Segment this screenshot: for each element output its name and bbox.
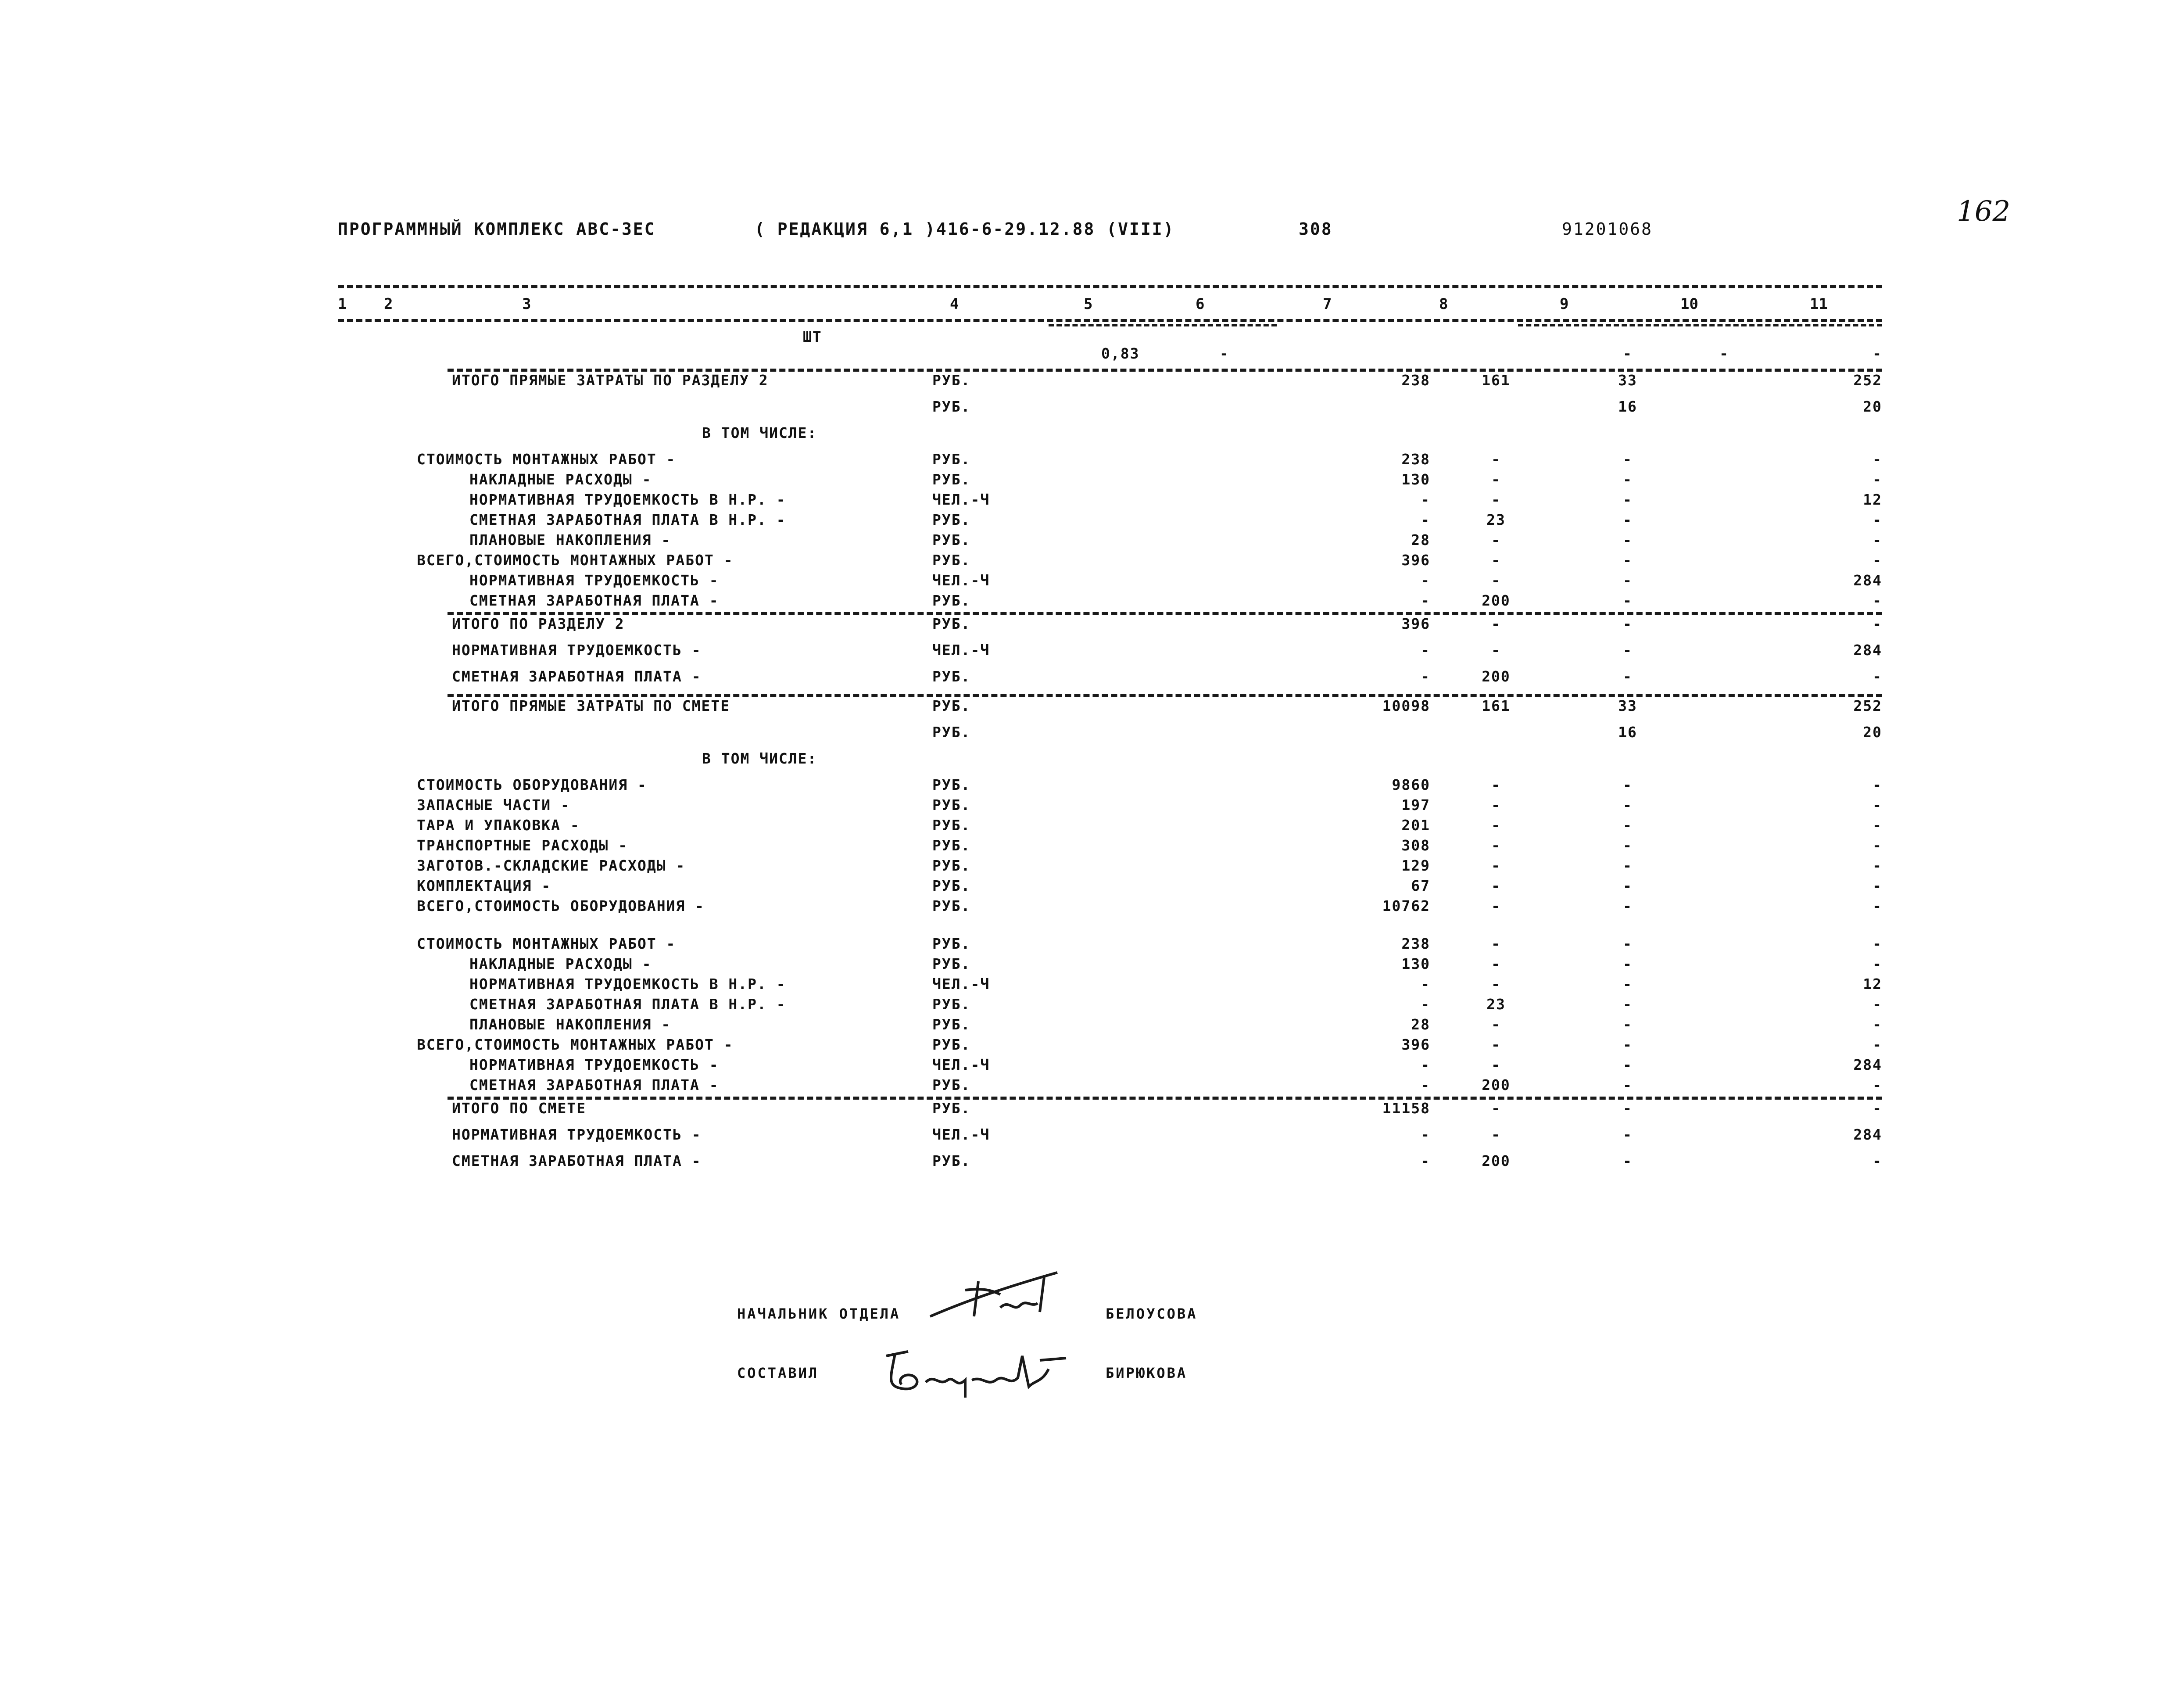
row-label: НОРМАТИВНАЯ ТРУДОЕМКОСТЬ В Н.Р. -	[469, 975, 786, 993]
table-row	[338, 1100, 1882, 1126]
table-row	[338, 592, 1882, 612]
table-rule	[1518, 324, 1882, 326]
col8-value: 200	[1482, 668, 1511, 685]
table-row	[338, 837, 1882, 857]
col8-value: -	[1491, 531, 1501, 549]
row-label: НАКЛАДНЫЕ РАСХОДЫ -	[469, 471, 652, 488]
row-label: СТОИМОСТЬ МОНТАЖНЫХ РАБОТ -	[417, 451, 676, 468]
row-label: СМЕТНАЯ ЗАРАБОТНАЯ ПЛАТА -	[469, 592, 719, 609]
col11-value: -	[1873, 817, 1882, 834]
row-label: ЗАГОТОВ.-СКЛАДСКИЕ РАСХОДЫ -	[417, 857, 686, 874]
col8-value: 200	[1482, 1076, 1511, 1094]
col7-value: -	[1421, 491, 1430, 508]
col7-value: 396	[1401, 615, 1430, 632]
col11-value: -	[1873, 552, 1882, 569]
col11-value: -	[1873, 471, 1882, 488]
table-cell: -	[1623, 345, 1633, 362]
estimate-direct-costs	[338, 697, 1882, 1097]
table-row	[338, 776, 1882, 796]
col9-value: -	[1623, 572, 1633, 589]
col7-value: 308	[1401, 837, 1430, 854]
edition-info: ( РЕДАКЦИЯ 6,1 )416-6-29.12.88 (VIII)	[755, 219, 1175, 239]
unit-cell: РУБ.	[932, 697, 971, 714]
unit-cell: РУБ.	[932, 592, 971, 609]
col8-value: -	[1491, 955, 1501, 972]
col11-value: 284	[1853, 572, 1882, 589]
col7-value: 396	[1401, 552, 1430, 569]
table-row	[338, 572, 1882, 592]
col9-value: -	[1623, 451, 1633, 468]
row-label: НОРМАТИВНАЯ ТРУДОЕМКОСТЬ -	[452, 1126, 702, 1143]
col7-value: -	[1421, 572, 1430, 589]
unit-cell: РУБ.	[932, 451, 971, 468]
col9-value: -	[1623, 1152, 1633, 1169]
col11-value: -	[1873, 776, 1882, 793]
unit-cell: ЧЕЛ.-Ч	[932, 491, 990, 508]
col8-value: -	[1491, 552, 1501, 569]
unit-cell: РУБ.	[932, 531, 971, 549]
col11-value: -	[1873, 796, 1882, 814]
col11-value: -	[1873, 877, 1882, 894]
estimate-totals	[338, 1100, 1882, 1179]
unit-cell: ЧЕЛ.-Ч	[932, 975, 990, 993]
row-label: СТОИМОСТЬ МОНТАЖНЫХ РАБОТ -	[417, 935, 676, 952]
col9-value: -	[1623, 668, 1633, 685]
col7-value: -	[1421, 1056, 1430, 1073]
col9-value: -	[1623, 615, 1633, 632]
row-label: ВСЕГО,СТОИМОСТЬ ОБОРУДОВАНИЯ -	[417, 897, 705, 914]
col11-value: -	[1873, 451, 1882, 468]
unit-cell: РУБ.	[932, 776, 971, 793]
col11-value: 20	[1863, 724, 1882, 741]
col7-value: 10762	[1382, 897, 1430, 914]
table-row	[338, 668, 1882, 694]
col11-value: -	[1873, 511, 1882, 528]
compiled-by-label: СОСТАВИЛ	[737, 1365, 819, 1381]
col11-value: -	[1873, 897, 1882, 914]
row-label: ПЛАНОВЫЕ НАКОПЛЕНИЯ -	[469, 531, 671, 549]
col9-value: -	[1623, 955, 1633, 972]
row-label: В ТОМ ЧИСЛЕ:	[702, 750, 817, 767]
col9-value: -	[1623, 935, 1633, 952]
col9-value: -	[1623, 642, 1633, 659]
table-row	[338, 1076, 1882, 1097]
table-row	[338, 975, 1882, 996]
col11-value: -	[1873, 615, 1882, 632]
table-cell: -	[1719, 345, 1729, 362]
coefficient-dash: -	[1220, 345, 1229, 362]
row-label: СМЕТНАЯ ЗАРАБОТНАЯ ПЛАТА -	[452, 668, 702, 685]
col9-value: -	[1623, 471, 1633, 488]
unit-cell: РУБ.	[932, 668, 971, 685]
col11-value: -	[1873, 1076, 1882, 1094]
col9-value: -	[1623, 552, 1633, 569]
col7-value: 10098	[1382, 697, 1430, 714]
col7-value: 129	[1401, 857, 1430, 874]
col9-value: -	[1623, 1036, 1633, 1053]
table-row	[338, 511, 1882, 531]
coefficient-row	[338, 345, 1882, 369]
table-row	[338, 552, 1882, 572]
col11-value: 12	[1863, 491, 1882, 508]
col9-value: -	[1623, 531, 1633, 549]
col8-value: 200	[1482, 592, 1511, 609]
document-code: 91201068	[1562, 219, 1653, 239]
row-label: ЗАПАСНЫЕ ЧАСТИ -	[417, 796, 570, 814]
table-row	[338, 642, 1882, 668]
col9-value: -	[1623, 877, 1633, 894]
unit-cell: РУБ.	[932, 897, 971, 914]
row-label: ПЛАНОВЫЕ НАКОПЛЕНИЯ -	[469, 1016, 671, 1033]
col9-value: 16	[1618, 724, 1637, 741]
col7-value: 238	[1401, 451, 1430, 468]
column-number-1: 1	[338, 295, 347, 313]
row-label: СМЕТНАЯ ЗАРАБОТНАЯ ПЛАТА В Н.Р. -	[469, 511, 786, 528]
col9-value: -	[1623, 975, 1633, 993]
table-row	[338, 372, 1882, 398]
col8-value: -	[1491, 615, 1501, 632]
col7-value: 130	[1401, 955, 1430, 972]
col9-value: -	[1623, 897, 1633, 914]
table-rule	[1049, 324, 1277, 326]
col11-value: -	[1873, 1036, 1882, 1053]
col8-value: 200	[1482, 1152, 1511, 1169]
col11-value: 284	[1853, 642, 1882, 659]
col8-value: -	[1491, 975, 1501, 993]
table-row	[338, 491, 1882, 511]
unit-cell: РУБ.	[932, 996, 971, 1013]
col8-value: -	[1491, 642, 1501, 659]
unit-cell: РУБ.	[932, 511, 971, 528]
col8-value: -	[1491, 1056, 1501, 1073]
col7-value: 238	[1401, 935, 1430, 952]
table-rule	[448, 1097, 1882, 1100]
col8-value: -	[1491, 877, 1501, 894]
col7-value: -	[1421, 1076, 1430, 1094]
row-label: НОРМАТИВНАЯ ТРУДОЕМКОСТЬ -	[469, 1056, 719, 1073]
col8-value: -	[1491, 857, 1501, 874]
col11-value: 12	[1863, 975, 1882, 993]
table-row	[338, 857, 1882, 877]
row-label: НАКЛАДНЫЕ РАСХОДЫ -	[469, 955, 652, 972]
unit-cell: РУБ.	[932, 398, 971, 415]
table-rule	[448, 694, 1882, 697]
col8-value: -	[1491, 935, 1501, 952]
col11-value: -	[1873, 1100, 1882, 1117]
table-row	[338, 1056, 1882, 1076]
table-row	[338, 424, 1882, 451]
table-row	[338, 897, 1882, 918]
table-cell: -	[1873, 345, 1882, 362]
col11-value: 252	[1853, 372, 1882, 389]
compiled-by-name: БИРЮКОВА	[1106, 1365, 1188, 1381]
coefficient-value: 0,83	[1101, 345, 1140, 362]
table-row	[338, 750, 1882, 776]
col7-value: 238	[1401, 372, 1430, 389]
col8-value: -	[1491, 491, 1501, 508]
column-number-8: 8	[1439, 295, 1448, 313]
column-number-9: 9	[1560, 295, 1569, 313]
unit-row	[338, 322, 1882, 348]
col9-value: -	[1623, 1016, 1633, 1033]
row-label: ТАРА И УПАКОВКА -	[417, 817, 580, 834]
unit-cell: РУБ.	[932, 857, 971, 874]
col7-value: 11158	[1382, 1100, 1430, 1117]
col11-value: -	[1873, 935, 1882, 952]
unit-cell: ЧЕЛ.-Ч	[932, 572, 990, 589]
unit-cell: РУБ.	[932, 877, 971, 894]
unit-cell: РУБ.	[932, 615, 971, 632]
col11-value: -	[1873, 668, 1882, 685]
col8-value: -	[1491, 451, 1501, 468]
column-number-2: 2	[384, 295, 393, 313]
col11-value: 252	[1853, 697, 1882, 714]
col9-value: -	[1623, 817, 1633, 834]
col9-value: -	[1623, 857, 1633, 874]
table-row	[338, 796, 1882, 817]
col9-value: 33	[1618, 372, 1637, 389]
col8-value: 161	[1482, 697, 1511, 714]
col9-value: -	[1623, 592, 1633, 609]
column-number-3: 3	[522, 295, 531, 313]
col7-value: 197	[1401, 796, 1430, 814]
col11-value: 284	[1853, 1126, 1882, 1143]
unit-cell: РУБ.	[932, 935, 971, 952]
unit-cell: РУБ.	[932, 817, 971, 834]
col9-value: -	[1623, 1076, 1633, 1094]
col7-value: -	[1421, 592, 1430, 609]
col9-value: -	[1623, 996, 1633, 1013]
col9-value: -	[1623, 1056, 1633, 1073]
software-complex-title: ПРОГРАММНЫЙ КОМПЛЕКС АВС-3ЕС	[338, 219, 656, 239]
table-rule	[448, 369, 1882, 372]
row-label: НОРМАТИВНАЯ ТРУДОЕМКОСТЬ -	[452, 642, 702, 659]
unit-cell: ЧЕЛ.-Ч	[932, 642, 990, 659]
table-row	[338, 996, 1882, 1016]
col7-value: -	[1421, 1126, 1430, 1143]
unit-cell: РУБ.	[932, 471, 971, 488]
unit-cell: РУБ.	[932, 372, 971, 389]
section-2-summary	[338, 615, 1882, 694]
col11-value: 20	[1863, 398, 1882, 415]
col7-value: 28	[1411, 531, 1430, 549]
row-label: СМЕТНАЯ ЗАРАБОТНАЯ ПЛАТА -	[469, 1076, 719, 1094]
col7-value: -	[1421, 1152, 1430, 1169]
column-number-6: 6	[1196, 295, 1205, 313]
unit-cell: РУБ.	[932, 1036, 971, 1053]
col8-value: -	[1491, 1036, 1501, 1053]
column-numbers-header	[338, 288, 1882, 319]
unit-cell: РУБ.	[932, 955, 971, 972]
row-label: ТРАНСПОРТНЫЕ РАСХОДЫ -	[417, 837, 628, 854]
table-row	[338, 918, 1882, 935]
table-row	[338, 935, 1882, 955]
col7-value: -	[1421, 668, 1430, 685]
col8-value: 23	[1486, 996, 1506, 1013]
table-row	[338, 877, 1882, 897]
col9-value: -	[1623, 776, 1633, 793]
row-label: ИТОГО ПО РАЗДЕЛУ 2	[452, 615, 625, 632]
row-label: ИТОГО ПРЯМЫЕ ЗАТРАТЫ ПО СМЕТЕ	[452, 697, 730, 714]
row-label: ВСЕГО,СТОИМОСТЬ МОНТАЖНЫХ РАБОТ -	[417, 1036, 734, 1053]
unit-cell: РУБ.	[932, 1152, 971, 1169]
table-row	[338, 1016, 1882, 1036]
unit-cell: РУБ.	[932, 796, 971, 814]
unit-cell: РУБ.	[932, 1076, 971, 1094]
col8-value: -	[1491, 1100, 1501, 1117]
column-number-10: 10	[1680, 295, 1698, 313]
head-of-department-label: НАЧАЛЬНИК ОТДЕЛА	[737, 1305, 901, 1322]
column-number-5: 5	[1084, 295, 1093, 313]
col8-value: -	[1491, 471, 1501, 488]
col9-value: -	[1623, 1100, 1633, 1117]
table-rule	[448, 612, 1882, 615]
table-row	[338, 398, 1882, 424]
col9-value: 16	[1618, 398, 1637, 415]
row-label: ВСЕГО,СТОИМОСТЬ МОНТАЖНЫХ РАБОТ -	[417, 552, 734, 569]
col11-value: -	[1873, 996, 1882, 1013]
col11-value: -	[1873, 857, 1882, 874]
col7-value: 396	[1401, 1036, 1430, 1053]
column-number-4: 4	[950, 295, 959, 313]
unit-cell: РУБ.	[932, 724, 971, 741]
col7-value: -	[1421, 642, 1430, 659]
col8-value: -	[1491, 572, 1501, 589]
unit-cell: ЧЕЛ.-Ч	[932, 1126, 990, 1143]
col11-value: -	[1873, 592, 1882, 609]
table-row	[338, 615, 1882, 642]
row-label: ИТОГО ПРЯМЫЕ ЗАТРАТЫ ПО РАЗДЕЛУ 2	[452, 372, 769, 389]
table-row	[338, 1126, 1882, 1152]
col8-value: -	[1491, 1016, 1501, 1033]
col8-value: -	[1491, 817, 1501, 834]
unit-label: ШТ	[803, 328, 822, 345]
table-row	[338, 1036, 1882, 1056]
row-label: СТОИМОСТЬ ОБОРУДОВАНИЯ -	[417, 776, 647, 793]
col7-value: -	[1421, 996, 1430, 1013]
section-2-totals	[338, 372, 1882, 612]
table-row	[338, 697, 1882, 724]
col7-value: 9860	[1392, 776, 1430, 793]
row-label: ИТОГО ПО СМЕТЕ	[452, 1100, 587, 1117]
table-row	[338, 955, 1882, 975]
col7-value: 28	[1411, 1016, 1430, 1033]
col8-value: -	[1491, 776, 1501, 793]
unit-cell: РУБ.	[932, 837, 971, 854]
col7-value: 67	[1411, 877, 1430, 894]
unit-cell: РУБ.	[932, 1100, 971, 1117]
row-label: КОМПЛЕКТАЦИЯ -	[417, 877, 551, 894]
table-rule	[338, 285, 1882, 288]
row-label: НОРМАТИВНАЯ ТРУДОЕМКОСТЬ В Н.Р. -	[469, 491, 786, 508]
col8-value: 161	[1482, 372, 1511, 389]
table-row	[338, 531, 1882, 552]
head-of-department-name: БЕЛОУСОВА	[1106, 1305, 1198, 1322]
col8-value: 23	[1486, 511, 1506, 528]
column-number-7: 7	[1323, 295, 1332, 313]
compiler-signature	[877, 1338, 1071, 1409]
col11-value: -	[1873, 1016, 1882, 1033]
col9-value: -	[1623, 511, 1633, 528]
col11-value: -	[1873, 837, 1882, 854]
table-row	[338, 817, 1882, 837]
table-rule	[338, 319, 1882, 322]
col7-value: 201	[1401, 817, 1430, 834]
row-label: В ТОМ ЧИСЛЕ:	[702, 424, 817, 441]
row-label: СМЕТНАЯ ЗАРАБОТНАЯ ПЛАТА -	[452, 1152, 702, 1169]
col11-value: -	[1873, 1152, 1882, 1169]
unit-cell: ЧЕЛ.-Ч	[932, 1056, 990, 1073]
page-number-handwritten: 162	[1957, 195, 2011, 228]
table-row	[338, 724, 1882, 750]
row-label: СМЕТНАЯ ЗАРАБОТНАЯ ПЛАТА В Н.Р. -	[469, 996, 786, 1013]
col9-value: -	[1623, 837, 1633, 854]
col7-value: 130	[1401, 471, 1430, 488]
col7-value: -	[1421, 975, 1430, 993]
col8-value: -	[1491, 1126, 1501, 1143]
head-signature	[926, 1264, 1066, 1330]
col11-value: -	[1873, 955, 1882, 972]
col8-value: -	[1491, 837, 1501, 854]
table-row	[338, 451, 1882, 471]
table-row	[338, 1152, 1882, 1179]
estimate-table	[338, 285, 1882, 1179]
unit-cell: РУБ.	[932, 552, 971, 569]
col7-value: -	[1421, 511, 1430, 528]
col8-value: -	[1491, 796, 1501, 814]
col8-value: -	[1491, 897, 1501, 914]
col9-value: -	[1623, 796, 1633, 814]
column-number-11: 11	[1810, 295, 1828, 313]
col9-value: -	[1623, 1126, 1633, 1143]
col9-value: 33	[1618, 697, 1637, 714]
row-label: НОРМАТИВНАЯ ТРУДОЕМКОСТЬ -	[469, 572, 719, 589]
col11-value: -	[1873, 531, 1882, 549]
unit-cell: РУБ.	[932, 1016, 971, 1033]
document-number: 308	[1299, 219, 1333, 239]
table-row	[338, 471, 1882, 491]
col9-value: -	[1623, 491, 1633, 508]
col11-value: 284	[1853, 1056, 1882, 1073]
